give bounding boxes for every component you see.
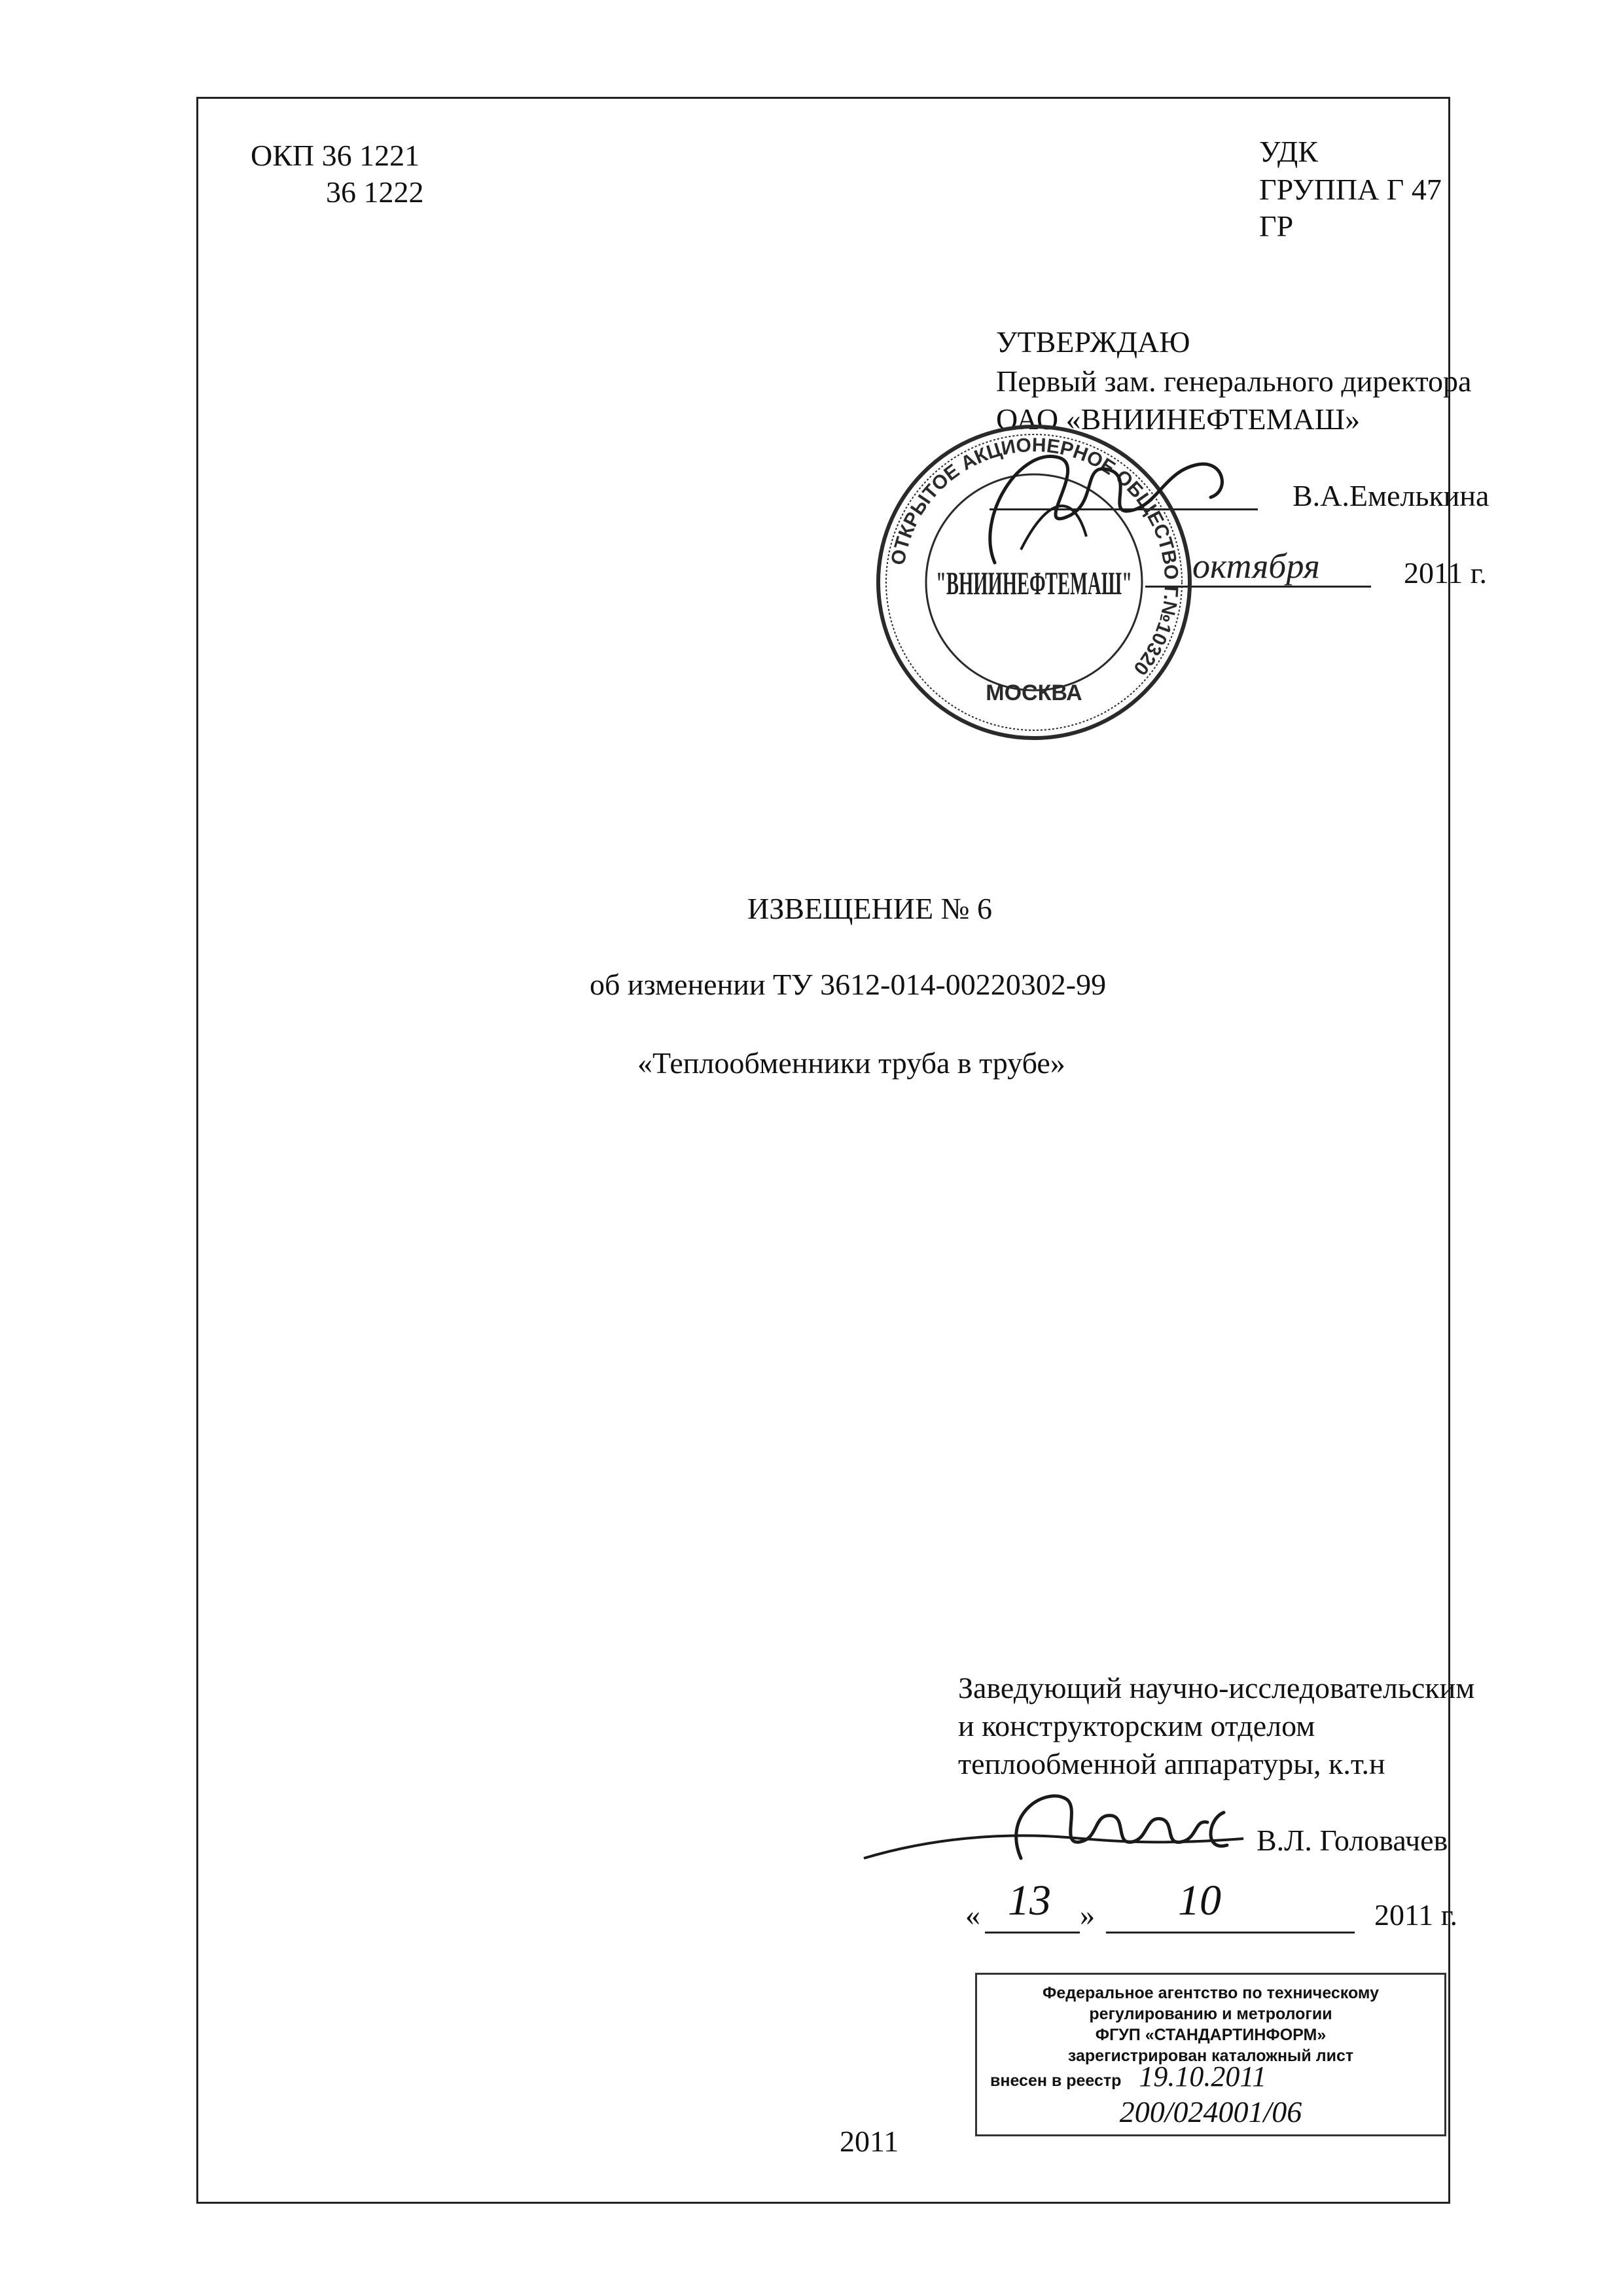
notice-product: «Теплообменники труба в трубе» [637,1046,1065,1080]
seal-ring-text: ОТКРЫТОЕ АКЦИОНЕРНОЕ ОБЩЕСТВО Г.№10320 [887,434,1183,679]
head-position-line2: и конструкторским отделом [958,1709,1315,1742]
group-label: ГРУППА Г 47 [1259,173,1442,206]
reg-date: 19.10.2011 [1139,2060,1267,2093]
okp-code-2: 36 1222 [326,175,424,209]
approval-signature [916,419,1257,589]
approval-title: УТВЕРЖДАЮ [996,325,1190,359]
approval-handwritten-month: октября [1192,546,1320,586]
approval-name: В.А.Емелькина [1293,479,1489,512]
reg-line5 [977,2060,1444,2093]
seal-city: МОСКВА [986,680,1082,705]
reg-line2: регулированию и метрологии [1089,2005,1332,2023]
seal-center-text: "ВНИИНЕФТЕМАШ" [936,565,1132,601]
okp-code-1: ОКП 36 1221 [251,139,420,172]
head-date-month-line [1106,1932,1355,1934]
reg-line5-label: внесен в реестр [990,2072,1122,2090]
notice-subtitle: об изменении ТУ 3612-014-00220302-99 [590,968,1107,1001]
head-position-line1: Заведующий научно-исследовательским [958,1671,1475,1704]
footer-year: 2011 [840,2125,899,2158]
head-date-quote-close: » [1080,1898,1095,1932]
head-position-line3: теплообменной аппаратуры, к.т.н [958,1747,1385,1780]
head-date-year: 2011 г. [1374,1898,1457,1932]
head-signature [851,1760,1270,1891]
udk-label: УДК [1259,135,1318,168]
registration-stamp [975,1973,1446,2136]
head-name: В.Л. Головачев [1257,1824,1448,1857]
reg-number: 200/024001/06 [1119,2095,1302,2128]
head-date-month: 10 [1178,1877,1221,1924]
approval-year: 2011 г. [1404,556,1487,590]
approval-org: ОАО «ВНИИНЕФТЕМАШ» [996,402,1361,436]
head-date-day: 13 [1008,1877,1051,1924]
reg-line4: зарегистрирован каталожный лист [1067,2047,1354,2065]
head-date-day-line [985,1932,1080,1934]
reg-line1: Федеральное агентство по техническому [1043,1984,1379,2002]
reg-line3: ФГУП «СТАНДАРТИНФОРМ» [1095,2026,1327,2044]
approval-position: Первый зам. генерального директора [996,364,1472,398]
head-date-quote-open: « [965,1898,980,1932]
notice-title: ИЗВЕЩЕНИЕ № 6 [747,892,992,925]
gr-label: ГР [1259,209,1294,243]
